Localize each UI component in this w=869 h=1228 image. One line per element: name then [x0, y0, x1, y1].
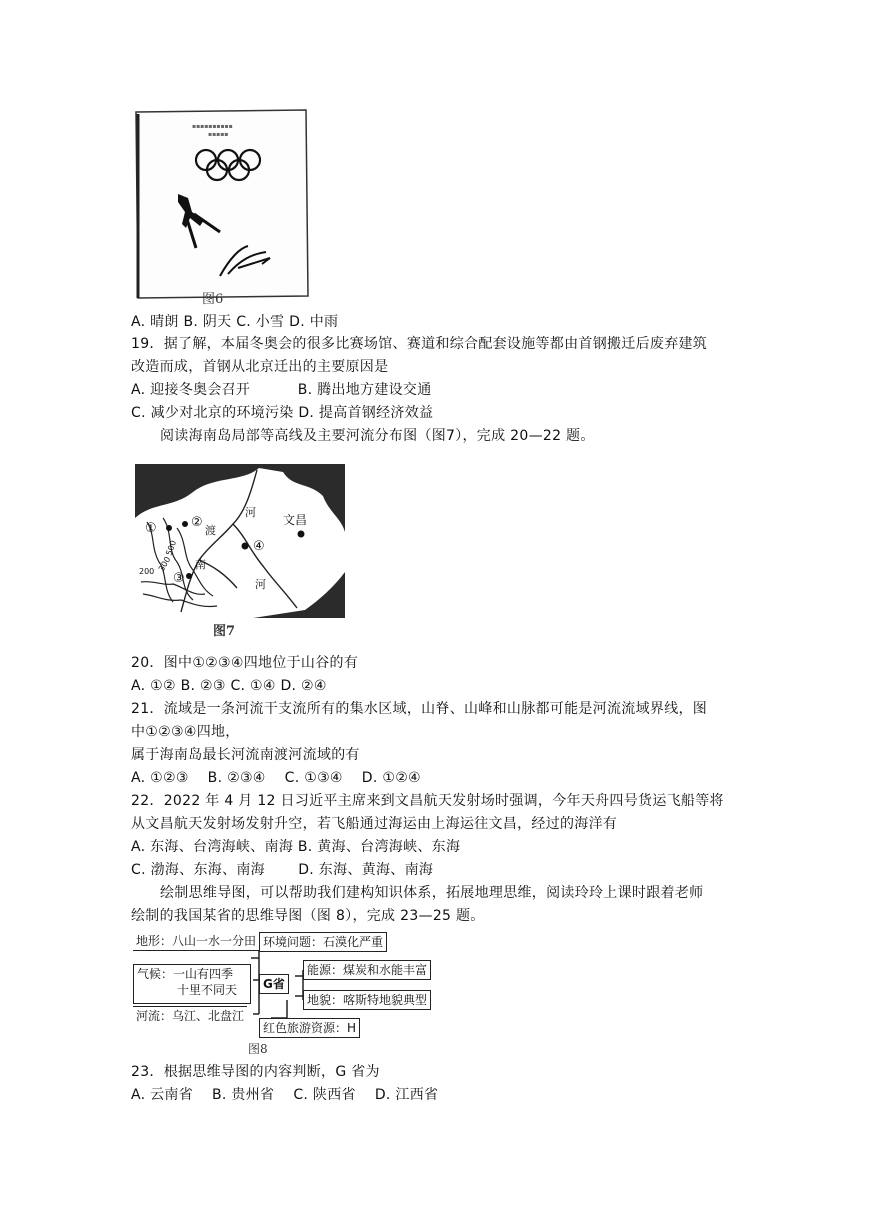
contour-500-label: 500	[164, 539, 179, 557]
figure-6-caption: 图6	[202, 292, 224, 307]
q22-stem-line1: 22．2022 年 4 月 12 日习近平主席来到文昌航天发射场时强调，今年天舟四号货运飞船等将	[131, 793, 724, 809]
point-2-dot	[182, 521, 188, 527]
q22-options-line2: C. 渤海、东海、南海 D. 东海、黄海、南海	[131, 862, 434, 878]
he-top-label: 河	[245, 506, 256, 519]
q19-options-line1: A. 迎接冬奥会召开 B. 腾出地方建设交通	[131, 382, 432, 398]
q22-options-line1: A. 东海、台湾海峡、南海 B. 黄海、台湾海峡、东海	[131, 839, 461, 855]
q20-stem: 20．图中①②③④四地位于山谷的有	[131, 655, 359, 671]
q21-stem-line2: 中①②③④四地，	[131, 724, 240, 740]
figure-8	[131, 930, 461, 1058]
point-1-dot	[166, 525, 172, 531]
mind-map-red-tourism: 红色旅游资源：H	[259, 1018, 360, 1038]
mind-map-energy: 能源：煤炭和水能丰富	[303, 960, 431, 980]
q19-stem-line2: 改造而成，首钢从北京迁出的主要原因是	[131, 359, 389, 375]
hainan-contour-map	[133, 462, 347, 620]
mind-map-landform: 地貌：喀斯特地貌典型	[303, 990, 431, 1010]
wenchang-point	[298, 531, 305, 538]
q21-stem-line3: 属于海南岛最长河流南渡河流域的有	[131, 747, 360, 763]
mind-map-environment: 环境问题：石漠化严重	[259, 932, 387, 952]
poster-header-text: ▪▪▪▪▪▪▪▪▪▪	[192, 123, 233, 130]
figure-7	[133, 462, 347, 620]
mind-map-terrain: 地形：八山一水一分田	[133, 932, 259, 951]
contour-300-label: 300	[156, 555, 173, 573]
mind-map-rivers: 河流：乌江、北盘江	[133, 1006, 247, 1025]
point-3-label: ③	[173, 571, 185, 586]
point-4-dot	[242, 543, 249, 550]
q19-stem-line1: 19．据了解，本届冬奥会的很多比赛场馆、赛道和综合配套设施等都由首钢搬迁后废弃建筑	[131, 336, 708, 352]
q20-options: A. ①② B. ②③ C. ①④ D. ②④	[131, 678, 327, 694]
q19-options-line2: C. 减少对北京的环境污染 D. 提高首钢经济效益	[131, 405, 434, 421]
wenchang-label: 文昌	[283, 513, 308, 527]
du-label: 渡	[205, 524, 216, 537]
q21-stem-line1: 21．流域是一条河流干支流所有的集水区域，山脊、山峰和山脉都可能是河流流域界线，图	[131, 701, 708, 717]
point-2-label: ②	[191, 515, 203, 530]
intro-23-25-line2: 绘制的我国某省的思维导图（图 8），完成 23—25 题。	[131, 908, 485, 924]
q23-stem: 23．根据思维导图的内容判断，G 省为	[131, 1064, 380, 1080]
svg-text:▪▪▪▪▪: ▪▪▪▪▪	[208, 131, 229, 138]
intro-20-22: 阅读海南岛局部等高线及主要河流分布图（图7），完成 20—22 题。	[160, 428, 595, 444]
mind-map-climate	[133, 964, 251, 1004]
contour-200-label: 200	[139, 567, 155, 576]
winter-olympics-poster-image	[130, 108, 310, 308]
point-1-label: ①	[145, 521, 157, 536]
q22-stem-line2: 从文昌航天发射场发射升空，若飞船通过海运由上海运往文昌，经过的海洋有	[131, 816, 618, 832]
point-3-dot	[186, 573, 192, 579]
figure-8-caption: 图8	[248, 1042, 268, 1056]
q18-options: A. 晴朗 B. 阴天 C. 小雪 D. 中雨	[131, 314, 339, 330]
q21-options: A. ①②③ B. ②③④ C. ①③④ D. ①②④	[131, 770, 421, 786]
q23-options: A. 云南省 B. 贵州省 C. 陕西省 D. 江西省	[131, 1087, 439, 1103]
figure-6	[130, 108, 310, 308]
figure-7-caption: 图7	[213, 624, 236, 639]
he-bottom-label: 河	[255, 578, 266, 591]
intro-23-25-line1: 绘制思维导图，可以帮助我们建构知识体系，拓展地理思维，阅读玲玲上课时跟着老师	[160, 885, 704, 901]
mind-map-climate-line2: 十里不同天	[177, 983, 238, 997]
point-4-label: ④	[253, 539, 265, 554]
nan-label: 南	[195, 558, 206, 571]
mind-map-climate-line1: 气候：一山有四季	[137, 967, 234, 981]
mind-map-center: G省	[259, 974, 289, 994]
